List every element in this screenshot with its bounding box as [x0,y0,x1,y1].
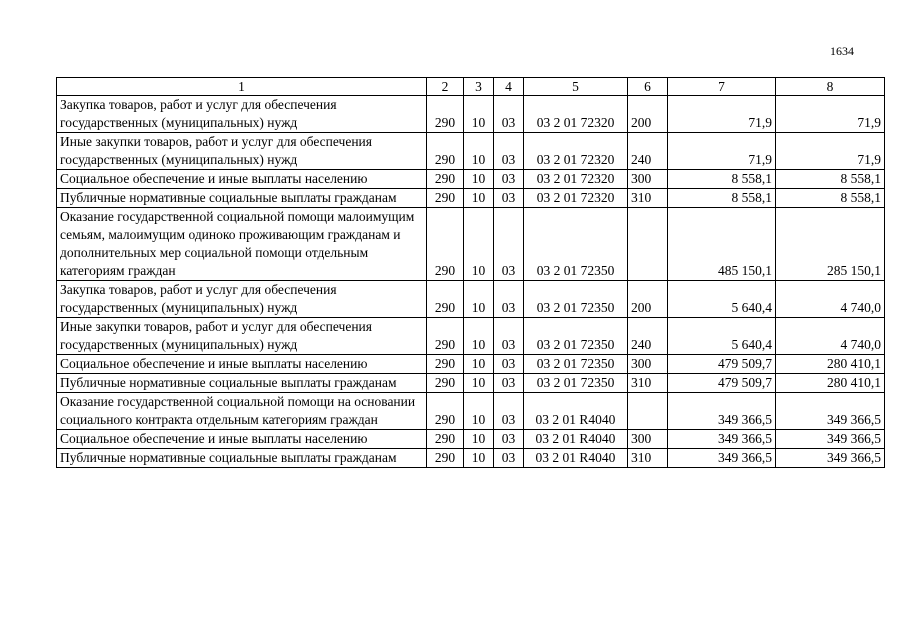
cell-col6 [628,208,668,281]
cell-col2: 290 [427,189,464,208]
cell-col3: 10 [464,281,494,318]
row-name: Публичные нормативные социальные выплаты гражданам [57,374,427,393]
cell-col8: 71,9 [776,96,885,133]
cell-col5: 03 2 01 R4040 [524,449,628,468]
cell-col5: 03 2 01 72350 [524,208,628,281]
cell-col7: 5 640,4 [668,281,776,318]
cell-col4: 03 [494,430,524,449]
cell-col3: 10 [464,430,494,449]
cell-col8: 280 410,1 [776,355,885,374]
cell-col8: 4 740,0 [776,318,885,355]
cell-col5: 03 2 01 R4040 [524,430,628,449]
cell-col4: 03 [494,355,524,374]
cell-col2: 290 [427,393,464,430]
cell-col4: 03 [494,318,524,355]
cell-col7: 5 640,4 [668,318,776,355]
table-row [57,208,885,281]
cell-col2: 290 [427,96,464,133]
row-name: Закупка товаров, работ и услуг для обеспечения государственных (муниципальных) нужд [57,281,427,318]
table-row [57,318,885,355]
cell-col3: 10 [464,96,494,133]
table-row [57,96,885,133]
cell-col8: 4 740,0 [776,281,885,318]
cell-col2: 290 [427,430,464,449]
row-name: Социальное обеспечение и иные выплаты населению [57,355,427,374]
cell-col6: 310 [628,449,668,468]
cell-col8: 349 366,5 [776,430,885,449]
cell-col4: 03 [494,96,524,133]
cell-col6: 310 [628,374,668,393]
cell-col3: 10 [464,374,494,393]
cell-col8: 71,9 [776,133,885,170]
cell-col6: 300 [628,430,668,449]
cell-col5: 03 2 01 72350 [524,355,628,374]
table-row [57,430,885,449]
row-name: Оказание государственной социальной помощи на основании социального контракта отдельным категориям граждан [57,393,427,430]
header-cell: 6 [628,78,668,96]
cell-col4: 03 [494,133,524,170]
cell-col4: 03 [494,393,524,430]
cell-col7: 349 366,5 [668,449,776,468]
cell-col7: 71,9 [668,133,776,170]
cell-col6: 300 [628,170,668,189]
header-cell: 1 [57,78,427,96]
row-name: Социальное обеспечение и иные выплаты населению [57,170,427,189]
cell-col5: 03 2 01 72350 [524,281,628,318]
cell-col5: 03 2 01 R4040 [524,393,628,430]
row-name: Социальное обеспечение и иные выплаты населению [57,430,427,449]
page-number: 1634 [830,44,854,58]
cell-col6: 200 [628,96,668,133]
cell-col7: 349 366,5 [668,430,776,449]
table-row [57,449,885,468]
cell-col6: 200 [628,281,668,318]
cell-col5: 03 2 01 72320 [524,170,628,189]
row-name: Оказание государственной социальной помощи малоимущим семьям, малоимущим одиноко проживающим гражданам и дополнительных мер социальной помощи отдельным категориям граждан [57,208,427,281]
cell-col4: 03 [494,374,524,393]
cell-col7: 8 558,1 [668,189,776,208]
cell-col3: 10 [464,449,494,468]
cell-col6: 240 [628,133,668,170]
row-name: Иные закупки товаров, работ и услуг для обеспечения государственных (муниципальных) нужд [57,133,427,170]
header-cell: 8 [776,78,885,96]
cell-col3: 10 [464,170,494,189]
header-cell: 2 [427,78,464,96]
cell-col4: 03 [494,208,524,281]
cell-col8: 280 410,1 [776,374,885,393]
cell-col8: 285 150,1 [776,208,885,281]
cell-col8: 349 366,5 [776,449,885,468]
cell-col6 [628,393,668,430]
cell-col4: 03 [494,170,524,189]
cell-col2: 290 [427,449,464,468]
cell-col3: 10 [464,393,494,430]
budget-table [56,77,885,468]
cell-col4: 03 [494,449,524,468]
row-name: Закупка товаров, работ и услуг для обеспечения государственных (муниципальных) нужд [57,96,427,133]
header-cell: 3 [464,78,494,96]
row-name: Публичные нормативные социальные выплаты гражданам [57,189,427,208]
cell-col3: 10 [464,318,494,355]
table-row [57,189,885,208]
header-cell: 4 [494,78,524,96]
cell-col7: 349 366,5 [668,393,776,430]
header-cell: 5 [524,78,628,96]
header-cell: 7 [668,78,776,96]
cell-col8: 8 558,1 [776,189,885,208]
table-row [57,281,885,318]
cell-col8: 349 366,5 [776,393,885,430]
header-row [57,78,885,96]
cell-col3: 10 [464,355,494,374]
table-row [57,355,885,374]
cell-col2: 290 [427,208,464,281]
row-name: Иные закупки товаров, работ и услуг для обеспечения государственных (муниципальных) нужд [57,318,427,355]
cell-col3: 10 [464,133,494,170]
cell-col3: 10 [464,189,494,208]
cell-col7: 479 509,7 [668,355,776,374]
cell-col8: 8 558,1 [776,170,885,189]
cell-col5: 03 2 01 72320 [524,133,628,170]
cell-col5: 03 2 01 72320 [524,189,628,208]
cell-col5: 03 2 01 72350 [524,374,628,393]
cell-col2: 290 [427,355,464,374]
cell-col7: 479 509,7 [668,374,776,393]
row-name: Публичные нормативные социальные выплаты гражданам [57,449,427,468]
table-row [57,374,885,393]
cell-col7: 71,9 [668,96,776,133]
cell-col6: 240 [628,318,668,355]
cell-col2: 290 [427,374,464,393]
cell-col2: 290 [427,318,464,355]
cell-col7: 8 558,1 [668,170,776,189]
cell-col2: 290 [427,170,464,189]
cell-col4: 03 [494,281,524,318]
cell-col2: 290 [427,281,464,318]
cell-col7: 485 150,1 [668,208,776,281]
cell-col5: 03 2 01 72350 [524,318,628,355]
table-row [57,133,885,170]
cell-col5: 03 2 01 72320 [524,96,628,133]
cell-col2: 290 [427,133,464,170]
cell-col4: 03 [494,189,524,208]
table-row [57,170,885,189]
cell-col6: 300 [628,355,668,374]
cell-col6: 310 [628,189,668,208]
cell-col3: 10 [464,208,494,281]
table-row [57,393,885,430]
